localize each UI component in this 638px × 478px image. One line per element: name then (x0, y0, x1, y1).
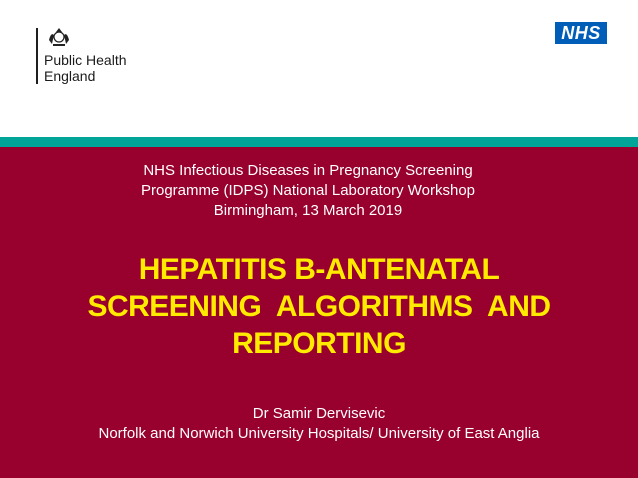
slide-body (0, 147, 638, 478)
author-block (0, 404, 638, 444)
org-line-2: England (44, 68, 96, 84)
title-line-1: HEPATITIS B-ANTENATAL (138, 253, 500, 286)
title-line-2: SCREENING ALGORITHMS AND (87, 290, 551, 323)
royal-crest-icon (46, 26, 72, 48)
author-name: Dr Samir Dervisevic (252, 405, 386, 422)
slide-header (0, 0, 638, 137)
phe-logo-text (44, 52, 127, 84)
nhs-logo: NHS (555, 22, 607, 44)
title-line-3: REPORTING (232, 327, 406, 360)
workshop-info (0, 161, 638, 221)
accent-band (0, 137, 638, 147)
logo-divider (36, 28, 38, 84)
author-affiliation: Norfolk and Norwich University Hospitals/ University of East Anglia (98, 425, 540, 442)
workshop-line-1: NHS Infectious Diseases in Pregnancy Screening (143, 162, 473, 179)
workshop-line-2: Programme (IDPS) National Laboratory Workshop (140, 182, 476, 199)
org-line-1: Public Health (44, 52, 127, 68)
slide-title (0, 251, 638, 362)
workshop-line-3: Birmingham, 13 March 2019 (213, 202, 403, 219)
